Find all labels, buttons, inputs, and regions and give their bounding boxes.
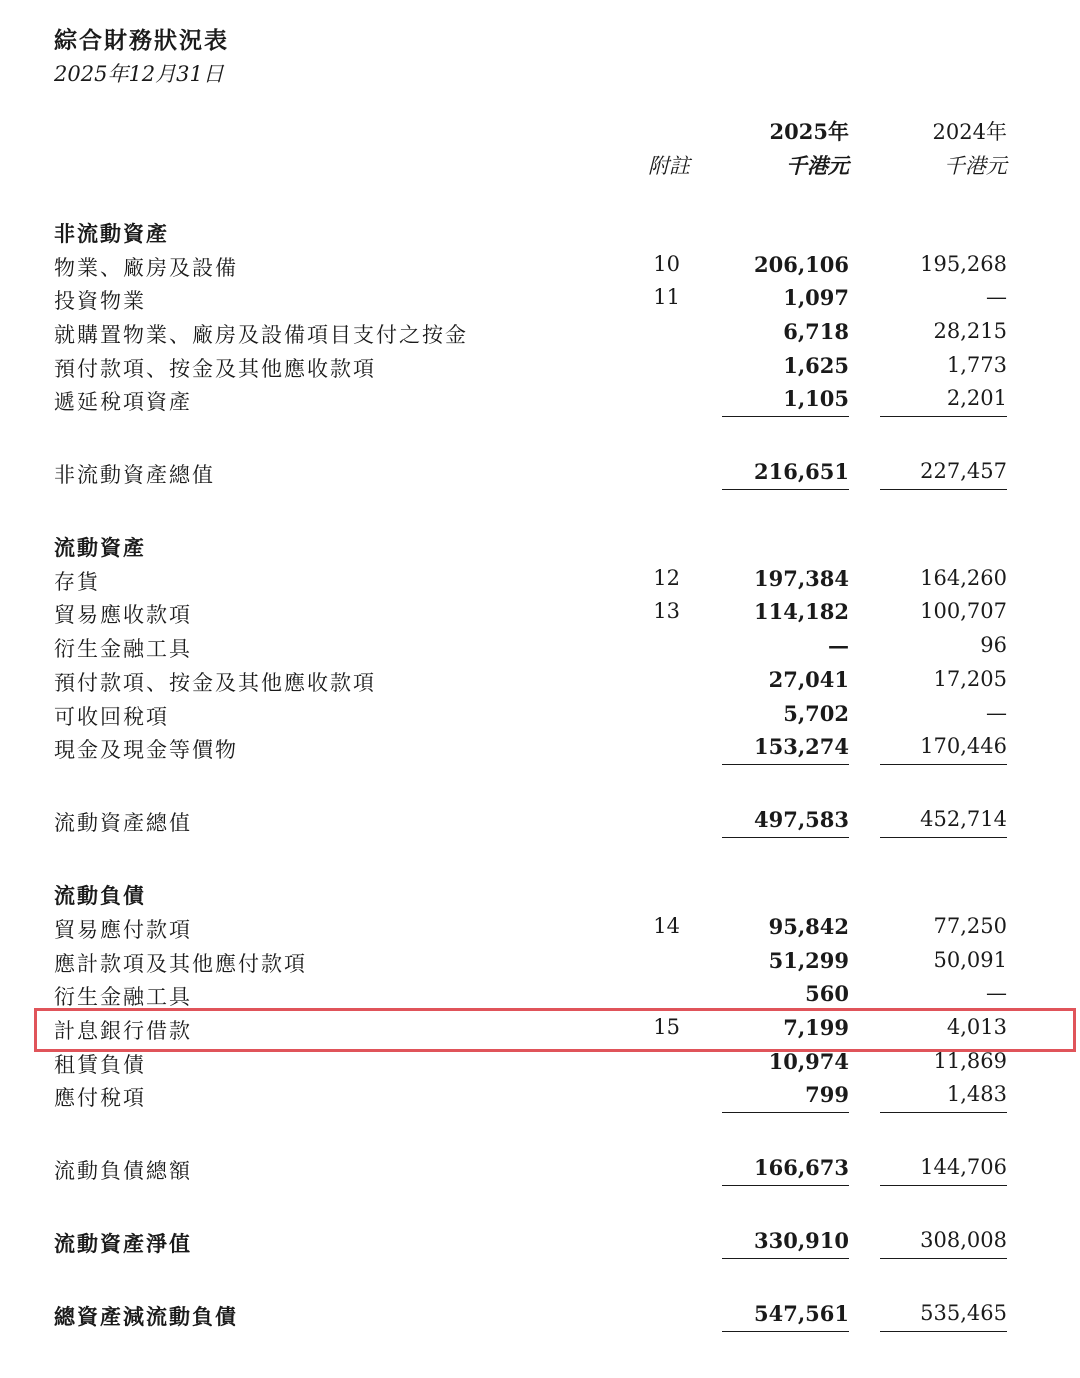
subtotal-rule	[722, 1112, 849, 1113]
section-non-current-assets	[0, 218, 1080, 250]
row-note: 13	[653, 599, 680, 623]
value-2025: 1,105	[783, 386, 849, 411]
value-2025: 10,974	[768, 1049, 849, 1074]
value-2024: 452,714	[920, 807, 1007, 831]
total-rule	[880, 489, 1007, 490]
value-2025: 166,673	[754, 1155, 849, 1180]
value-2024: 96	[980, 633, 1007, 657]
row-label: 現金及現金等價物	[54, 738, 238, 762]
row-label: 就購置物業、廠房及設備項目支付之按金	[54, 323, 468, 347]
row-label: 流動資產淨值	[54, 1231, 192, 1256]
total-rule	[722, 489, 849, 490]
row-label: 物業、廠房及設備	[54, 256, 238, 280]
table-row	[0, 285, 1080, 317]
row-label: 應付稅項	[54, 1086, 146, 1110]
table-row	[0, 1049, 1080, 1081]
value-2024: 227,457	[920, 459, 1007, 483]
total-rule	[722, 1185, 849, 1186]
statement-title: 綜合財務狀況表	[54, 27, 229, 54]
row-label: 預付款項、按金及其他應收款項	[54, 671, 376, 695]
table-row	[0, 1082, 1080, 1114]
value-2024: 17,205	[933, 667, 1007, 691]
table-row	[0, 599, 1080, 631]
total-rule	[880, 837, 1007, 838]
total-rule	[880, 1185, 1007, 1186]
row-label: 流動資產總值	[54, 811, 192, 835]
table-row	[0, 734, 1080, 766]
value-2024: 4,013	[946, 1015, 1007, 1039]
total-row	[0, 1228, 1080, 1260]
value-2024: 11,869	[933, 1049, 1007, 1073]
value-2024: 100,707	[920, 599, 1007, 623]
value-2025: 95,842	[768, 914, 849, 939]
value-2024: 308,008	[920, 1228, 1007, 1252]
value-2024: 50,091	[933, 948, 1007, 972]
row-label: 計息銀行借款	[54, 1019, 192, 1043]
table-row-highlighted	[0, 1015, 1080, 1047]
total-rule	[880, 1331, 1007, 1332]
value-2024: 170,446	[920, 734, 1007, 758]
row-label: 投資物業	[54, 289, 146, 313]
value-2025: 5,702	[783, 701, 849, 726]
subtotal-rule	[722, 764, 849, 765]
value-2025: 330,910	[754, 1228, 849, 1253]
subtotal-rule	[880, 1112, 1007, 1113]
row-note: 12	[653, 566, 680, 590]
row-label: 可收回稅項	[54, 705, 169, 729]
table-row	[0, 633, 1080, 665]
subtotal-rule	[880, 764, 1007, 765]
row-label: 流動負債總額	[54, 1159, 192, 1183]
value-2025: 197,384	[754, 566, 849, 591]
row-label: 貿易應付款項	[54, 918, 192, 942]
value-2024: —	[986, 285, 1007, 309]
subtotal-rule	[880, 416, 1007, 417]
table-row	[0, 701, 1080, 733]
row-note: 14	[653, 914, 680, 938]
row-label: 貿易應收款項	[54, 603, 192, 627]
row-label: 衍生金融工具	[54, 637, 192, 661]
value-2025: 6,718	[783, 319, 849, 344]
table-row	[0, 914, 1080, 946]
value-2025: 51,299	[768, 948, 849, 973]
value-2024: 164,260	[920, 566, 1007, 590]
section-current-assets	[0, 532, 1080, 564]
total-row	[0, 1301, 1080, 1333]
header-year-2024: 2024年	[932, 120, 1007, 144]
value-2025: 1,097	[783, 285, 849, 310]
total-row	[0, 1155, 1080, 1187]
row-label: 衍生金融工具	[54, 985, 192, 1009]
total-row	[0, 459, 1080, 491]
table-row	[0, 252, 1080, 284]
row-label: 遞延稅項資產	[54, 390, 192, 414]
value-2025: 216,651	[754, 459, 849, 484]
total-rule	[722, 837, 849, 838]
value-2025: 497,583	[754, 807, 849, 832]
section-label: 流動負債	[54, 883, 146, 908]
header-year-2025: 2025年	[769, 119, 849, 144]
total-rule	[722, 1258, 849, 1259]
value-2025: 1,625	[783, 353, 849, 378]
value-2025: 799	[805, 1082, 849, 1107]
value-2025: 206,106	[754, 252, 849, 277]
value-2024: —	[986, 701, 1007, 725]
row-label: 存貨	[54, 570, 100, 594]
table-row	[0, 319, 1080, 351]
value-2024: 144,706	[920, 1155, 1007, 1179]
total-rule	[880, 1258, 1007, 1259]
header-unit-2025: 千港元	[786, 153, 849, 178]
subtotal-rule	[722, 416, 849, 417]
value-2024: 1,773	[946, 353, 1007, 377]
row-note: 10	[653, 252, 680, 276]
row-label: 租賃負債	[54, 1053, 146, 1077]
row-label: 總資產減流動負債	[54, 1304, 238, 1329]
table-row	[0, 667, 1080, 699]
value-2025: 547,561	[754, 1301, 849, 1326]
total-rule	[722, 1331, 849, 1332]
section-label: 非流動資產	[54, 221, 169, 246]
table-row	[0, 386, 1080, 418]
value-2024: 535,465	[920, 1301, 1007, 1325]
value-2024: 195,268	[920, 252, 1007, 276]
value-2025: 7,199	[783, 1015, 849, 1040]
value-2025: —	[828, 633, 849, 658]
value-2024: 77,250	[933, 914, 1007, 938]
value-2024: 1,483	[946, 1082, 1007, 1106]
header-unit-2024: 千港元	[944, 154, 1007, 178]
value-2025: 153,274	[754, 734, 849, 759]
value-2024: 28,215	[933, 319, 1007, 343]
value-2025: 114,182	[754, 599, 849, 624]
value-2025: 27,041	[768, 667, 849, 692]
statement-date: 2025年12月31日	[54, 62, 224, 86]
row-label: 預付款項、按金及其他應收款項	[54, 357, 376, 381]
table-row	[0, 353, 1080, 385]
table-row	[0, 981, 1080, 1013]
row-note: 15	[653, 1015, 680, 1039]
header-note: 附註	[648, 154, 690, 178]
value-2025: 560	[805, 981, 849, 1006]
row-label: 非流動資產總值	[54, 463, 215, 487]
row-note: 11	[653, 285, 680, 309]
total-row	[0, 807, 1080, 839]
section-label: 流動資產	[54, 535, 146, 560]
table-row	[0, 948, 1080, 980]
row-label: 應計款項及其他應付款項	[54, 952, 307, 976]
table-row	[0, 566, 1080, 598]
section-current-liabilities	[0, 880, 1080, 912]
value-2024: —	[986, 981, 1007, 1005]
value-2024: 2,201	[946, 386, 1007, 410]
